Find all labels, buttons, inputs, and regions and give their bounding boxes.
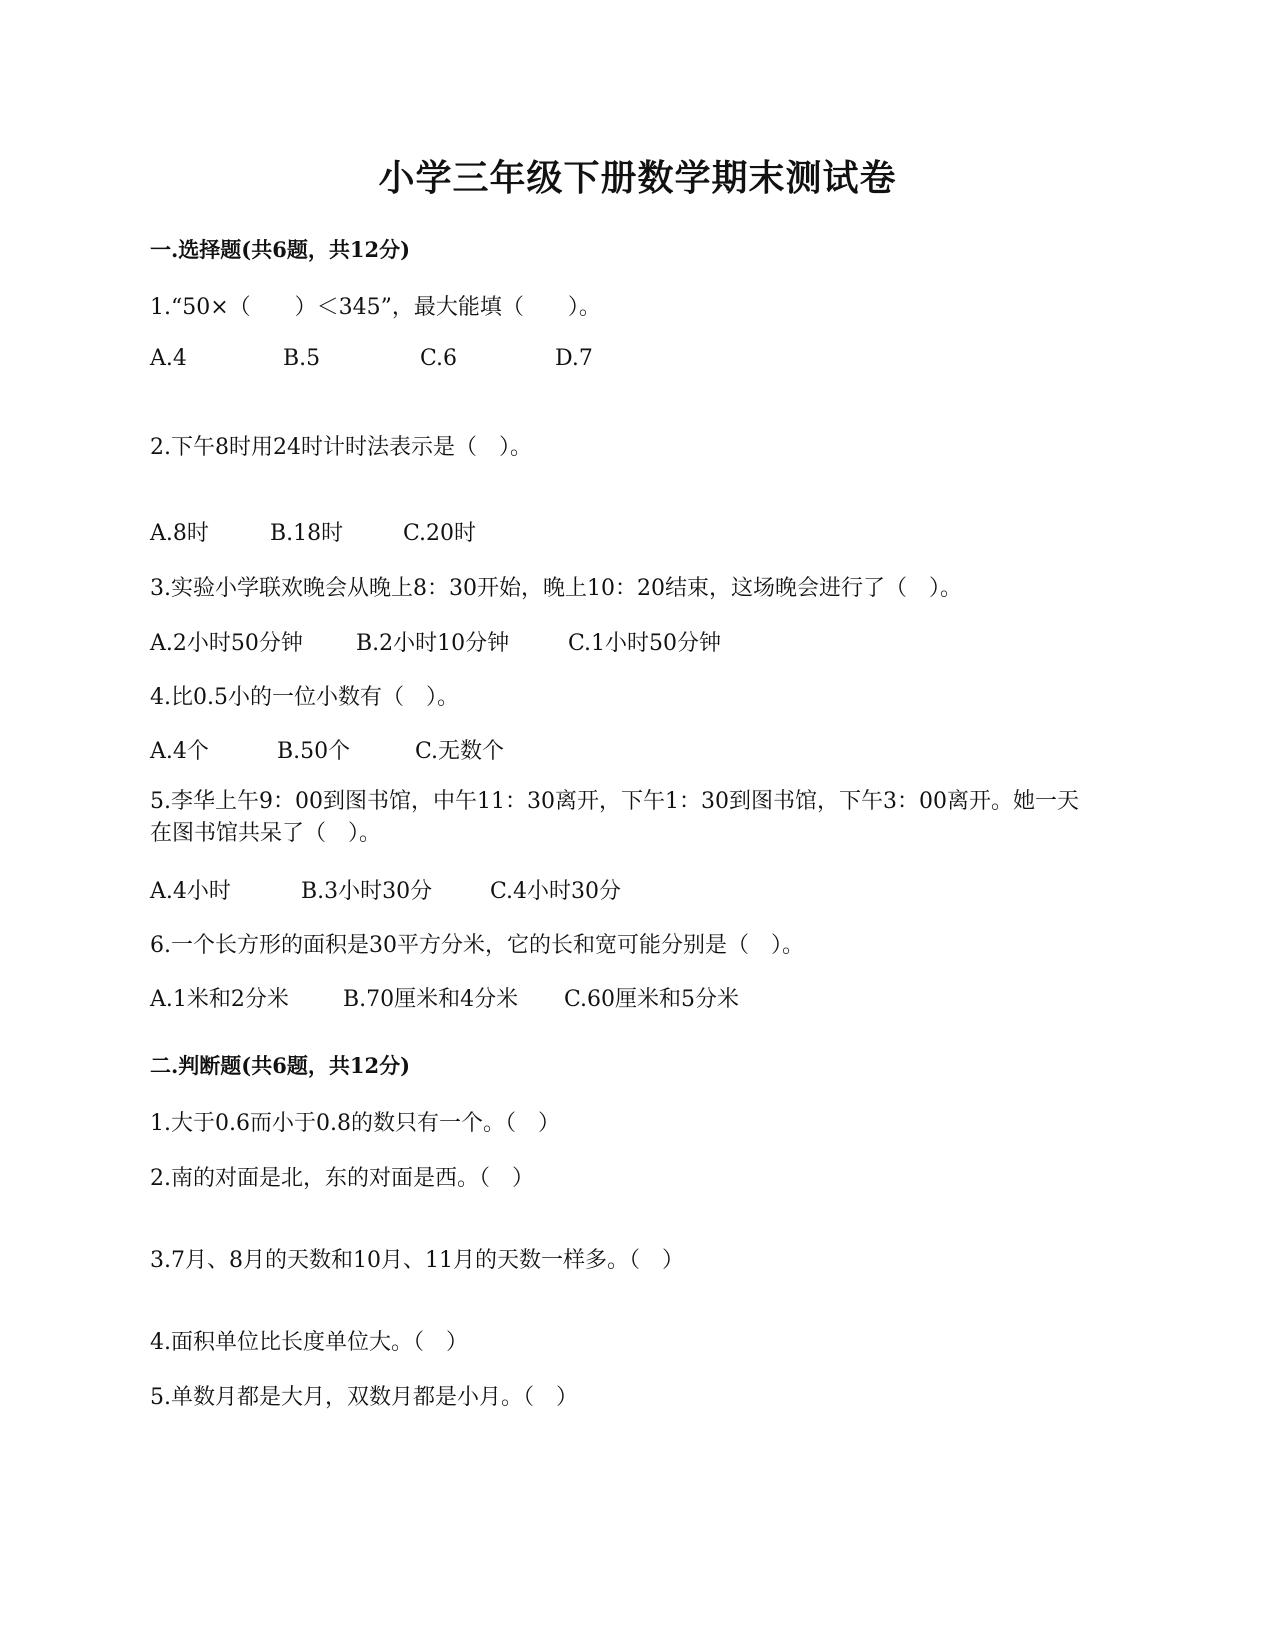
question-6-option-c: C.60厘米和5分米 bbox=[564, 987, 740, 1012]
question-1-option-a: A.4 bbox=[150, 346, 187, 371]
question-1-option-b: B.5 bbox=[283, 346, 321, 371]
judgment-5: 5.单数月都是大月，双数月都是小月。（ ） bbox=[150, 1385, 578, 1410]
question-2-option-b: B.18时 bbox=[270, 521, 344, 546]
question-4-option-a: A.4个 bbox=[150, 739, 209, 764]
question-5-option-c: C.4小时30分 bbox=[490, 879, 622, 904]
question-1-option-c: C.6 bbox=[420, 346, 458, 371]
section-heading-judgment: 二.判断题(共6题，共12分) bbox=[150, 1053, 411, 1078]
question-3-option-c: C.1小时50分钟 bbox=[568, 631, 722, 656]
section-heading-choice: 一.选择题(共6题，共12分) bbox=[150, 237, 411, 262]
judgment-1: 1.大于0.6而小于0.8的数只有一个。（ ） bbox=[150, 1111, 560, 1136]
question-2-option-a: A.8时 bbox=[150, 521, 209, 546]
question-5-option-a: A.4小时 bbox=[150, 879, 231, 904]
question-2-option-c: C.20时 bbox=[403, 521, 477, 546]
question-5: 5.李华上午9：00到图书馆，中午11：30离开，下午1：30到图书馆，下午3：00离开。她一天在图书馆共呆了（ ）。 bbox=[150, 789, 1079, 846]
judgment-4: 4.面积单位比长度单位大。（ ） bbox=[150, 1330, 468, 1355]
question-3-option-a: A.2小时50分钟 bbox=[150, 631, 303, 656]
question-6-option-a: A.1米和2分米 bbox=[150, 987, 289, 1012]
question-5-option-b: B.3小时30分 bbox=[301, 879, 433, 904]
question-4: 4.比0.5小的一位小数有（ ）。 bbox=[150, 685, 459, 710]
question-6-option-b: B.70厘米和4分米 bbox=[343, 987, 519, 1012]
page-title: 小学三年级下册数学期末测试卷 bbox=[378, 157, 897, 199]
question-1-option-d: D.7 bbox=[555, 346, 593, 371]
question-2: 2.下午8时用24时计时法表示是（ ）。 bbox=[150, 435, 532, 460]
question-6: 6.一个长方形的面积是30平方分米，它的长和宽可能分别是（ ）。 bbox=[150, 933, 804, 958]
question-4-option-b: B.50个 bbox=[277, 739, 351, 764]
question-3: 3.实验小学联欢晚会从晚上8：30开始，晚上10：20结束，这场晚会进行了（ ）。 bbox=[150, 576, 962, 601]
judgment-3: 3.7月、8月的天数和10月、11月的天数一样多。（ ） bbox=[150, 1248, 684, 1273]
question-1: 1.“50×（ ）＜345”，最大能填（ ）。 bbox=[150, 295, 601, 320]
judgment-2: 2.南的对面是北，东的对面是西。（ ） bbox=[150, 1166, 534, 1191]
question-4-option-c: C.无数个 bbox=[415, 739, 505, 764]
question-3-option-b: B.2小时10分钟 bbox=[356, 631, 510, 656]
